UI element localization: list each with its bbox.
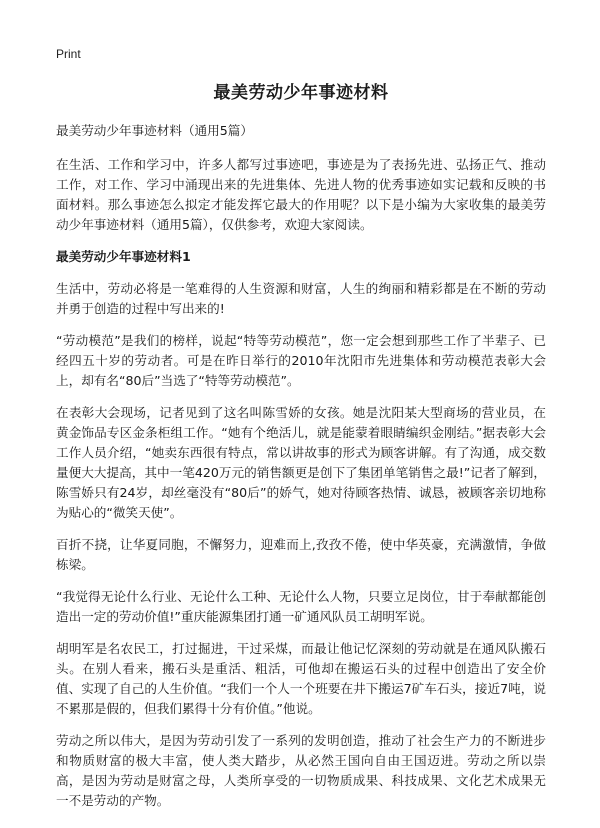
body-paragraph: 生活中，劳动必将是一笔难得的人生资源和财富，人生的绚丽和精彩都是在不断的劳动并勇于创造的过程中写出来的! — [56, 281, 546, 316]
body-paragraph: 百折不挠，让华夏同胞，不懈努力，迎难而上,孜孜不倦，使中华英豪，充满激情，争做栋梁。 — [56, 537, 546, 572]
body-paragraph: 胡明军是名农民工，打过掘进，干过采煤，而最让他记忆深刻的劳动就是在通风队搬石头。在别人看来，搬石头是重活、粗活，可他却在搬运石头的过程中创造出了安全价值、实现了自己的人生价值。“我们一个人一个班要在井下搬运7矿车石头，接近7吨，说不累那是假的，但我们累得十分有价值。”他说。 — [56, 641, 546, 716]
body-paragraph: 劳动之所以伟大，是因为劳动引发了一系列的发明创造，推动了社会生产力的不断进步和物质财富的极大丰富，使人类大踏步，从必然王国向自由王国迈进。劳动之所以崇高，是因为劳动是财富之母，人类所享受的一切物质成果、科技成果、文化艺术成果无一不是劳动的产物。 — [56, 733, 546, 808]
intro-paragraph: 在生活、工作和学习中，许多人都写过事迹吧，事迹是为了表扬先进、弘扬正气、推动工作，对工作、学习中涌现出来的先进集体、先进人物的优秀事迹如实记载和反映的书面材料。那么事迹怎么拟定才能发挥它最大的作用呢？以下是小编为大家收集的最美劳动少年事迹材料（通用5篇），仅供参考，欢迎大家阅读。 — [56, 157, 546, 232]
body-paragraph: “劳动模范”是我们的榜样，说起“特等劳动模范”，您一定会想到那些工作了半辈子、已经四五十岁的劳动者。可是在昨日举行的2010年沈阳市先进集体和劳动模范表彰大会上，却有名“80后”当选了“特等劳动模范”。 — [56, 333, 546, 388]
section-heading: 最美劳动少年事迹材料1 — [56, 249, 191, 264]
page-title: 最美劳动少年事迹材料 — [213, 83, 389, 103]
document-body — [56, 78, 546, 823]
document-subtitle: 最美劳动少年事迹材料（通用5篇） — [56, 123, 253, 138]
body-paragraph: “我觉得无论什么行业、无论什么工种、无论什么人物，只要立足岗位，甘于奉献都能创造出一定的劳动价值!”重庆能源集团打通一矿通风队员工胡明军说。 — [56, 589, 546, 624]
body-paragraph: 在表彰大会现场，记者见到了这名叫陈雪娇的女孩。她是沈阳某大型商场的营业员，在黄金饰品专区金条柜组工作。“她有个绝活儿，就是能蒙着眼睛编织金刚结。”据表彰大会工作人员介绍，“她卖东西很有特点，常以讲故事的形式为顾客讲解。有了沟通，成交数量便大大提高，其中一笔420万元的销售额更是创下了集团单笔销售之最!”记者了解到，陈雪娇只有24岁，却丝毫没有“80后”的娇气，她对待顾客热情、诚恳，被顾客亲切地称为贴心的“微笑天使”。 — [56, 405, 546, 520]
print-link[interactable]: Print — [56, 47, 81, 61]
